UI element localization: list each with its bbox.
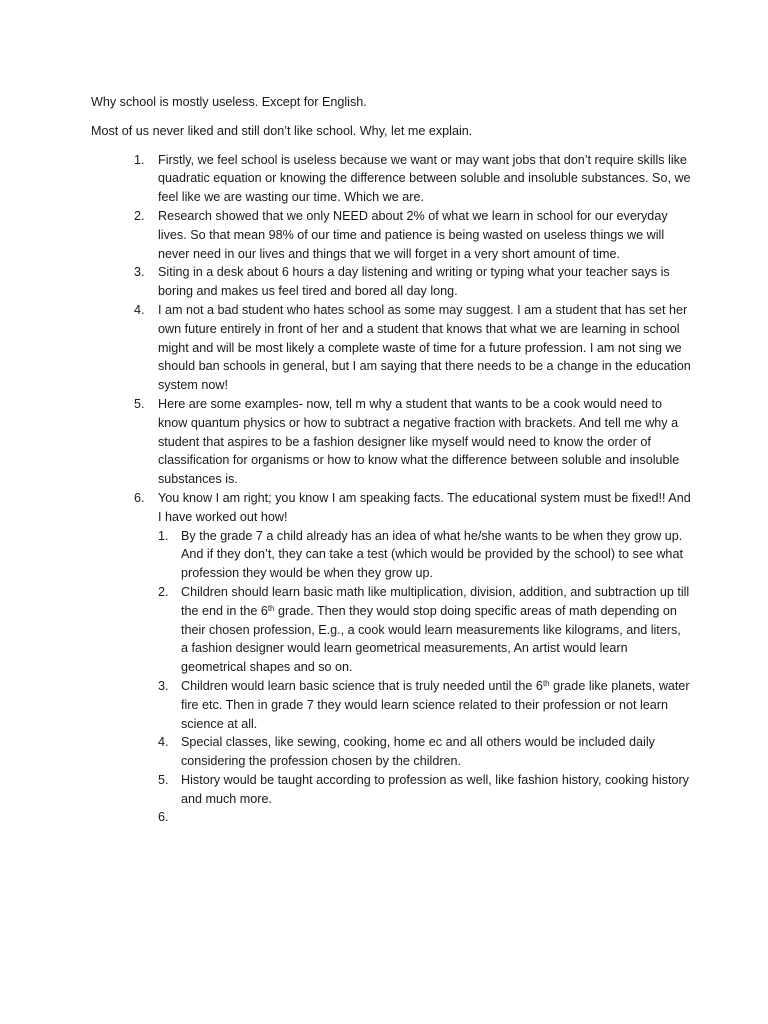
sub-list-item-text-after: grade. Then they would stop doing specific areas of math depending on their chosen profession, E.g., a cook would learn measurements like kilograms, and liters, a fashion designer would learn geometrical measurements, An artist would learn geometrical shapes and so on. [181, 603, 681, 675]
sub-list-item [158, 527, 691, 583]
list-item [91, 151, 691, 207]
sub-list-number: 1. [158, 528, 169, 543]
list-item [91, 207, 691, 263]
document-body [91, 93, 691, 833]
list-number: 3. [134, 265, 145, 280]
list-item-text: Firstly, we feel school is useless because we want or may want jobs that don’t require skills like quadratic equation or knowing the difference between soluble and insoluble substances. So, we feel like we are wasting our time. Which we are. [158, 152, 691, 205]
superscript: th [542, 678, 550, 688]
list-item-text: Research showed that we only NEED about 2% of what we learn in school for our everyday lives. So that mean 98% of our time and patience is being wasted on useless things we will never need in our lives and things that we will forget in a very short amount of time. [158, 208, 668, 261]
list-item [91, 395, 691, 489]
superscript: th [267, 603, 275, 613]
sub-list-item-text: Special classes, like sewing, cooking, home ec and all others would be included daily considering the profession chosen by the children. [181, 735, 655, 769]
sub-list-number: 5. [158, 772, 169, 787]
sub-list [158, 527, 691, 834]
sub-list-item [158, 583, 691, 677]
list-number: 4. [134, 302, 145, 317]
list-number: 6. [134, 490, 145, 505]
sub-list-item [158, 677, 691, 733]
sub-list-number: 3. [158, 678, 169, 693]
list-item [91, 301, 691, 395]
sub-list-number: 6. [158, 810, 169, 825]
list-number: 5. [134, 396, 145, 411]
sub-list-item [158, 733, 691, 771]
sub-list-number: 4. [158, 735, 169, 750]
sub-list-item-text-after: grade like planets, water fire etc. Then in grade 7 they would learn science related to their profession or not learn science at all. [181, 678, 690, 731]
sub-list-item-text-before: Children would learn basic science that is truly needed until the 6 [181, 678, 543, 693]
sub-list-item-text-before: Children should learn basic math like multiplication, division, addition, and subtraction up till the end in the 6 [181, 584, 690, 618]
list-item-text: Here are some examples- now, tell m why a student that wants to be a cook would need to know quantum physics or how to subtract a negative fraction with brackets. And tell me why a student that aspires to be a fashion designer like myself would need to know the order of classification for organisms or how to know what the difference between soluble and insoluble substances is. [158, 396, 680, 487]
list-item-text: You know I am right; you know I am speaking facts. The educational system must be fixed!! And I have worked out how! [158, 490, 691, 524]
sub-list-number: 2. [158, 584, 169, 599]
main-list [91, 151, 691, 833]
sub-list-item [158, 808, 691, 833]
sub-list-item [158, 771, 691, 809]
list-number: 2. [134, 208, 145, 223]
list-item [91, 489, 691, 833]
intro-paragraph: Most of us never liked and still don’t like school. Why, let me explain. [91, 123, 473, 138]
sub-list-item-text: History would be taught according to profession as well, like fashion history, cooking history and much more. [181, 772, 689, 806]
document-title: Why school is mostly useless. Except for English. [91, 95, 367, 109]
list-item-text: I am not a bad student who hates school as some may suggest. I am a student that has set her own future entirely in front of her and a student that knows that what we are learning in school might and will be most likely a complete waste of time for a future profession. I am not sing we should ban schools in general, but I am saying that there needs to be a change in the education system now! [158, 302, 691, 393]
list-number: 1. [134, 152, 145, 167]
sub-list-item-text: By the grade 7 a child already has an idea of what he/she wants to be when they grow up. And if they don’t, they can take a test (which would be provided by the school) to see what profession they would be when they grow up. [181, 528, 683, 581]
list-item [91, 263, 691, 301]
list-item-text: Siting in a desk about 6 hours a day listening and writing or typing what your teacher says is boring and makes us feel tired and bored all day long. [158, 265, 670, 299]
